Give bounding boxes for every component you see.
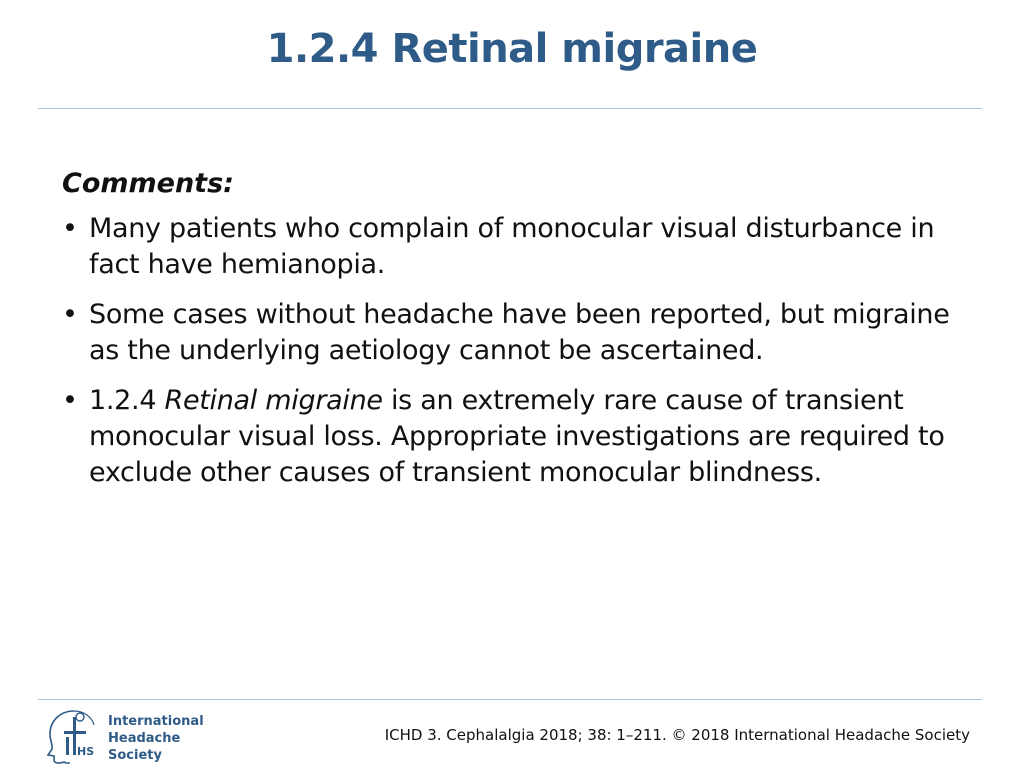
citation-text: ICHD 3. Cephalalgia 2018; 38: 1–211. © 2018 International Headache Society [384, 726, 970, 744]
bullet-icon: • [62, 385, 78, 416]
slide-content [62, 168, 962, 505]
bullet-text: Some cases without headache have been reported, but migraine as the underlying aetiology cannot be ascertained. [89, 299, 950, 366]
title-divider [38, 108, 982, 109]
comments-heading: Comments: [62, 168, 234, 199]
bullet-text-prefix: 1.2.4 [89, 385, 165, 416]
bullet-list [62, 211, 962, 491]
svg-text:HS: HS [77, 745, 95, 758]
logo-line-1: International [108, 714, 204, 729]
bullet-icon: • [62, 213, 78, 244]
bullet-text: Many patients who complain of monocular visual disturbance in fact have hemianopia. [89, 213, 935, 280]
bullet-text-suffix: is an extremely rare cause of transient monocular visual loss. Appropriate investigations are required to exclude other causes of transient monocular blindness. [89, 385, 945, 488]
list-item [62, 211, 962, 283]
footer-divider [38, 699, 982, 700]
bullet-text-italic: Retinal migraine [164, 385, 383, 416]
logo-wordmark [108, 713, 234, 764]
head-profile-icon [44, 707, 104, 765]
ihs-logo [44, 707, 234, 765]
bullet-icon: • [62, 299, 78, 330]
list-item [62, 297, 962, 369]
list-item [62, 383, 962, 491]
slide-title: 1.2.4 Retinal migraine [266, 26, 758, 72]
logo-line-2: Headache Society [108, 731, 181, 763]
